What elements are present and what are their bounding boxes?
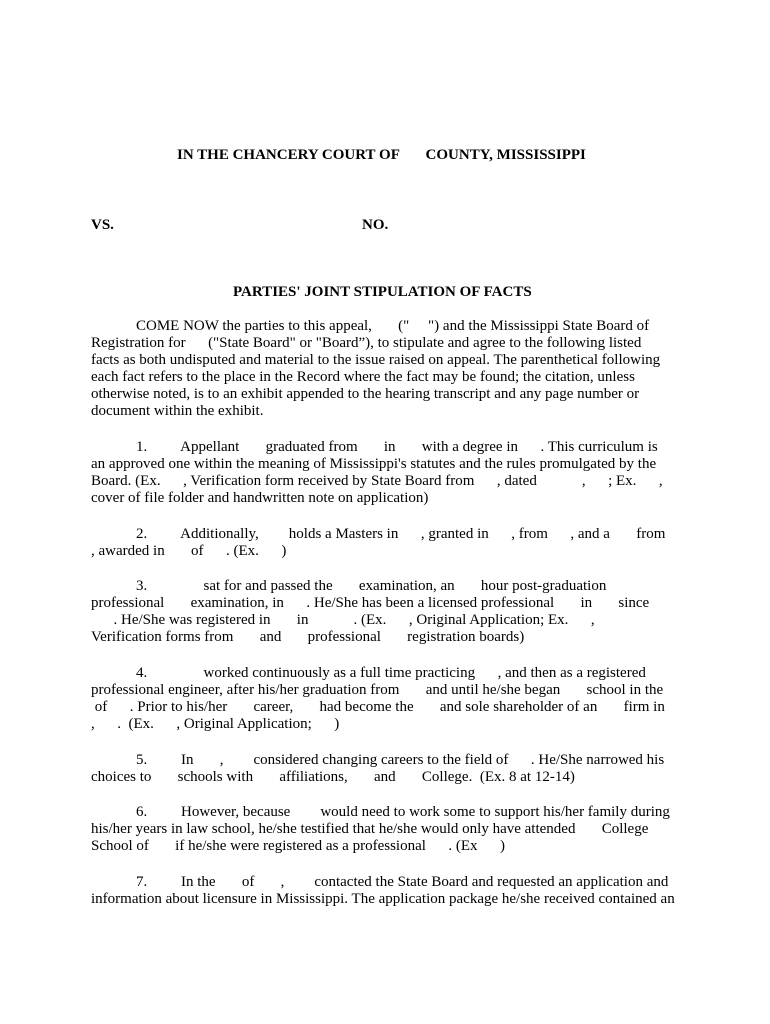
fact-line: an approved one within the meaning of Mississippi's statutes and the rules promulgated by the — [91, 456, 657, 472]
document-title: PARTIES' JOINT STIPULATION OF FACTS — [233, 284, 532, 300]
fact-line: , . (Ex. , Original Application; ) — [91, 716, 340, 732]
fact-line: , awarded in of . (Ex. ) — [91, 543, 287, 559]
intro-line: each fact refers to the place in the Record where the fact may be found; the citation, unless — [91, 369, 635, 385]
fact-line: his/her years in law school, he/she testified that he/she would only have attended College — [91, 821, 649, 837]
intro-line: document within the exhibit. — [91, 403, 264, 419]
fact-line: 7. In the of , contacted the State Board and requested an application and — [136, 874, 669, 890]
case-number-label: NO. — [362, 217, 389, 233]
fact-line: Board. (Ex. , Verification form received by State Board from , dated , ; Ex. , — [91, 473, 663, 489]
fact-line: . He/She was registered in in . (Ex. , Original Application; Ex. , — [91, 612, 595, 628]
fact-line: Verification forms from and professional registration boards) — [91, 629, 525, 645]
intro-line: facts as both undisputed and material to the issue raised on appeal. The parenthetical following — [91, 352, 661, 368]
fact-line: 6. However, because would need to work some to support his/her family during — [136, 804, 670, 820]
fact-line: information about licensure in Mississippi. The application package he/she received contained an — [91, 891, 675, 907]
fact-line: 3. sat for and passed the examination, an hour post-graduation — [136, 578, 607, 594]
fact-line: 5. In , considered changing careers to the field of . He/She narrowed his — [136, 752, 665, 768]
fact-line: School of if he/she were registered as a professional . (Ex ) — [91, 838, 506, 854]
intro-line: Registration for ("State Board" or "Board”), to stipulate and agree to the following listed — [91, 335, 642, 351]
fact-line: 1. Appellant graduated from in with a degree in . This curriculum is — [136, 439, 658, 455]
vs-label: VS. — [91, 217, 114, 233]
fact-line: choices to schools with affiliations, and College. (Ex. 8 at 12-14) — [91, 769, 575, 785]
fact-line: cover of file folder and handwritten note on application) — [91, 490, 429, 506]
intro-line: COME NOW the parties to this appeal, (" ") and the Mississippi State Board of — [136, 318, 650, 334]
fact-line: of . Prior to his/her career, had become the and sole shareholder of an firm in — [91, 699, 665, 715]
fact-line: 2. Additionally, holds a Masters in , granted in , from , and a from — [136, 526, 666, 542]
court-title: IN THE CHANCERY COURT OF COUNTY, MISSISSIPPI — [177, 147, 586, 163]
fact-line: professional examination, in . He/She has been a licensed professional in since — [91, 595, 650, 611]
fact-line: 4. worked continuously as a full time practicing , and then as a registered — [136, 665, 646, 681]
intro-line: otherwise noted, is to an exhibit appended to the hearing transcript and any page number or — [91, 386, 640, 402]
fact-line: professional engineer, after his/her graduation from and until he/she began school in the — [91, 682, 664, 698]
